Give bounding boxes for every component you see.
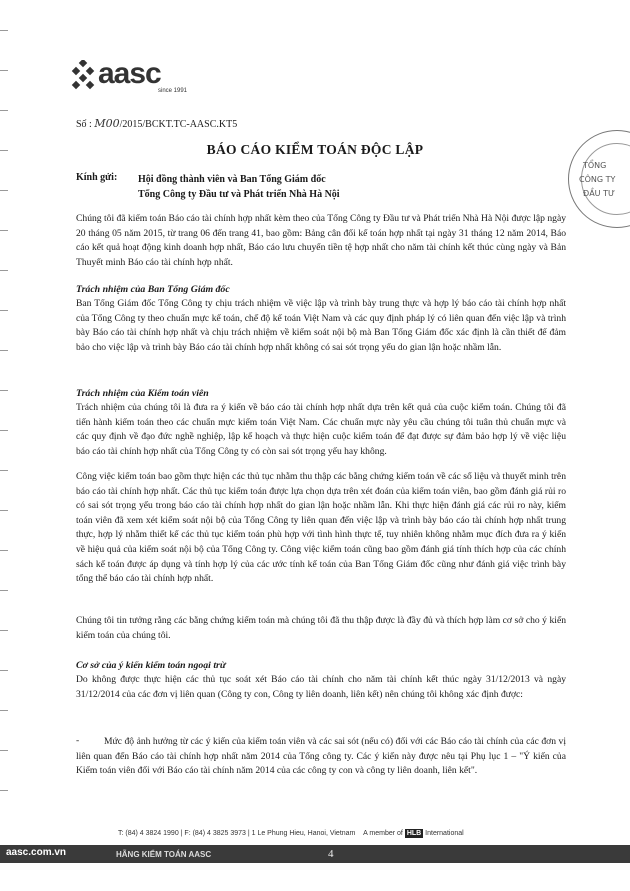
addressee-label: Kính gửi:: [76, 172, 118, 183]
stamp-text: ĐẦU TƯ: [583, 189, 615, 198]
footer-bar: [0, 845, 630, 863]
section-text-qualified-basis: Do không được thực hiện các thủ tục soát xét Báo cáo tài chính cho năm tài chính kết thúc ngày 31/12/2013 và ngày 31/12/2014 của các đơn vị liên quan (Công ty con, Công ty liên doanh, liên kết) nên chúng tôi không xác định được:: [76, 674, 566, 700]
section-text-auditor-3: Chúng tôi tin tưởng rằng các bằng chứng kiểm toán mà chúng tôi đã thu thập được là đầy đủ và thích hợp làm cơ sở cho ý kiến kiểm toán của chúng tôi.: [76, 615, 566, 641]
margin-mark: [0, 550, 8, 551]
margin-mark: [0, 230, 8, 231]
bullet-text: Mức độ ảnh hưởng từ các ý kiến của kiểm toán viên và các sai sót (nếu có) đối với các Báo cáo tài chính của các đơn vị liên quan đến Báo cáo tài chính hợp nhất năm 2014 của Tổng công ty. Các ý kiến này được nêu tại Phụ lục 1 – "Ý kiến của Kiểm toán viên đối với Báo cáo tài chính năm 2014 của các công ty con và công ty liên doanh, liên kết".: [76, 736, 566, 777]
margin-mark: [0, 750, 8, 751]
hlb-logo: HLB: [406, 830, 422, 837]
margin-mark: [0, 510, 8, 511]
stamp-text: CÔNG TY: [579, 175, 616, 184]
margin-mark: [0, 70, 8, 71]
margin-mark: [0, 590, 8, 591]
section-text-auditor-1: Trách nhiệm của chúng tôi là đưa ra ý kiến về báo cáo tài chính hợp nhất dựa trên kết quả của cuộc kiểm toán. Chúng tôi đã tiến hành kiểm toán theo các chuẩn mực kiểm toán Việt Nam. Các chuẩn mực này yêu cầu chúng tôi tuân thủ chuẩn mực và các quy định về đạo đức nghề nghiệp, lập kế hoạch và thực hiện cuộc kiểm toán để đạt được sự đảm bảo hợp lý về việc liệu báo cáo tài chính hợp nhất của Tổng Công ty có còn sai sót trọng yếu hay không.: [76, 402, 566, 457]
margin-mark: [0, 270, 8, 271]
margin-mark: [0, 30, 8, 31]
footer-member-suffix: International: [425, 830, 464, 837]
stamp-text: TỔNG: [583, 161, 607, 170]
margin-mark: [0, 630, 8, 631]
reference-suffix: /2015/BCKT.TC-AASC.KT5: [119, 119, 238, 130]
margin-mark: [0, 670, 8, 671]
section-text-auditor-2: Công việc kiểm toán bao gồm thực hiện các thủ tục nhằm thu thập các bằng chứng kiểm toán về các số liệu và thuyết minh trên báo cáo tài chính hợp nhất. Các thủ tục kiểm toán được lựa chọn dựa trên xét đoán của kiểm toán viên, bao gồm đánh giá rủi ro có sai sót trọng yếu trong báo cáo tài chính hợp nhất do gian lận hoặc nhầm lẫn. Khi thực hiện đánh giá các rủi ro này, kiểm toán viên đã xem xét kiểm soát nội bộ của Tổng Công ty liên quan đến việc lập và trình bày báo cáo tài chính hợp nhất trung thực, hợp lý nhằm thiết kế các thủ tục kiểm toán phù hợp với tình hình thực tế, tuy nhiên không nhằm mục đích đưa ra ý kiến về hiệu quả của kiểm soát nội bộ của Tổng Công ty. Công việc kiểm toán cũng bao gồm đánh giá tính thích hợp của các chính sách kế toán được áp dụng và tính hợp lý của các ước tính kế toán của Ban Tổng Giám đốc cũng như đánh giá việc trình bày tổng thể báo cáo tài chính hợp nhất.: [76, 471, 566, 585]
addressee-lines: [138, 172, 340, 202]
page-title: BÁO CÁO KIỂM TOÁN ĐỘC LẬP: [206, 142, 424, 157]
margin-mark: [0, 350, 8, 351]
footer-contact: [118, 829, 464, 838]
reference-prefix: Số :: [76, 119, 92, 130]
bullet-dash: -: [76, 735, 80, 746]
margin-mark: [0, 110, 8, 111]
margin-mark: [0, 430, 8, 431]
margin-mark: [0, 390, 8, 391]
logo-brand-text: aasc: [98, 57, 161, 90]
page-number: 4: [328, 848, 334, 860]
section-heading-management: Trách nhiệm của Ban Tổng Giám đốc: [76, 284, 230, 295]
margin-mark: [0, 190, 8, 191]
addressee-line: Hội đồng thành viên và Ban Tổng Giám đốc: [138, 174, 326, 185]
margin-mark: [0, 790, 8, 791]
footer-website[interactable]: aasc.com.vn: [6, 847, 67, 858]
addressee-line: Tổng Công ty Đầu tư và Phát triển Nhà Hà Nội: [138, 189, 340, 200]
section-heading-auditor: Trách nhiệm của Kiểm toán viên: [76, 388, 209, 399]
reference-handwritten: M00: [94, 117, 120, 130]
footer-brand: HÃNG KIỂM TOÁN AASC: [116, 850, 212, 859]
section-heading-qualified-basis: Cơ sở của ý kiến kiểm toán ngoại trừ: [76, 660, 226, 671]
margin-mark: [0, 310, 8, 311]
reference-number: [76, 117, 237, 130]
margin-mark: [0, 710, 8, 711]
logo-mark-icon: [70, 60, 98, 94]
margin-mark: [0, 470, 8, 471]
footer-contact-text: T: (84) 4 3824 1990 | F: (84) 4 3825 3973 | 1 Le Phung Hieu, Hanoi, Vietnam: [118, 830, 356, 837]
footer-member-prefix: A member of: [363, 830, 403, 837]
intro-paragraph: Chúng tôi đã kiểm toán Báo cáo tài chính hợp nhất kèm theo của Tổng Công ty Đầu tư và Phát triển Nhà Hà Nội được lập ngày 20 tháng 05 năm 2015, từ trang 06 đến trang 41, bao gồm: Bảng cân đối kế toán hợp nhất tại ngày 31 tháng 12 năm 2014, Báo cáo kết quả hoạt động kinh doanh hợp nhất, Báo cáo lưu chuyển tiền tệ hợp nhất cho năm tài chính kết thúc cùng ngày và Bản Thuyết minh Báo cáo tài chính hợp nhất.: [76, 213, 566, 268]
section-text-management: Ban Tổng Giám đốc Tổng Công ty chịu trách nhiệm về việc lập và trình bày trung thực và hợp lý báo cáo tài chính hợp nhất của Tổng Công ty theo chuẩn mực kế toán, chế độ kế toán Việt Nam và các quy định pháp lý có liên quan đến việc lập và trình bày Báo cáo tài chính hợp nhất và chịu trách nhiệm về kiểm soát nội bộ mà Ban Tổng Giám đốc xác định là cần thiết để đảm bảo cho việc lập và trình bày Báo cáo tài chính hợp nhất không có sai sót trọng yếu do gian lận hoặc nhầm lẫn.: [76, 298, 566, 353]
logo-since-text: since 1991: [158, 88, 188, 94]
company-logo: [70, 58, 190, 98]
